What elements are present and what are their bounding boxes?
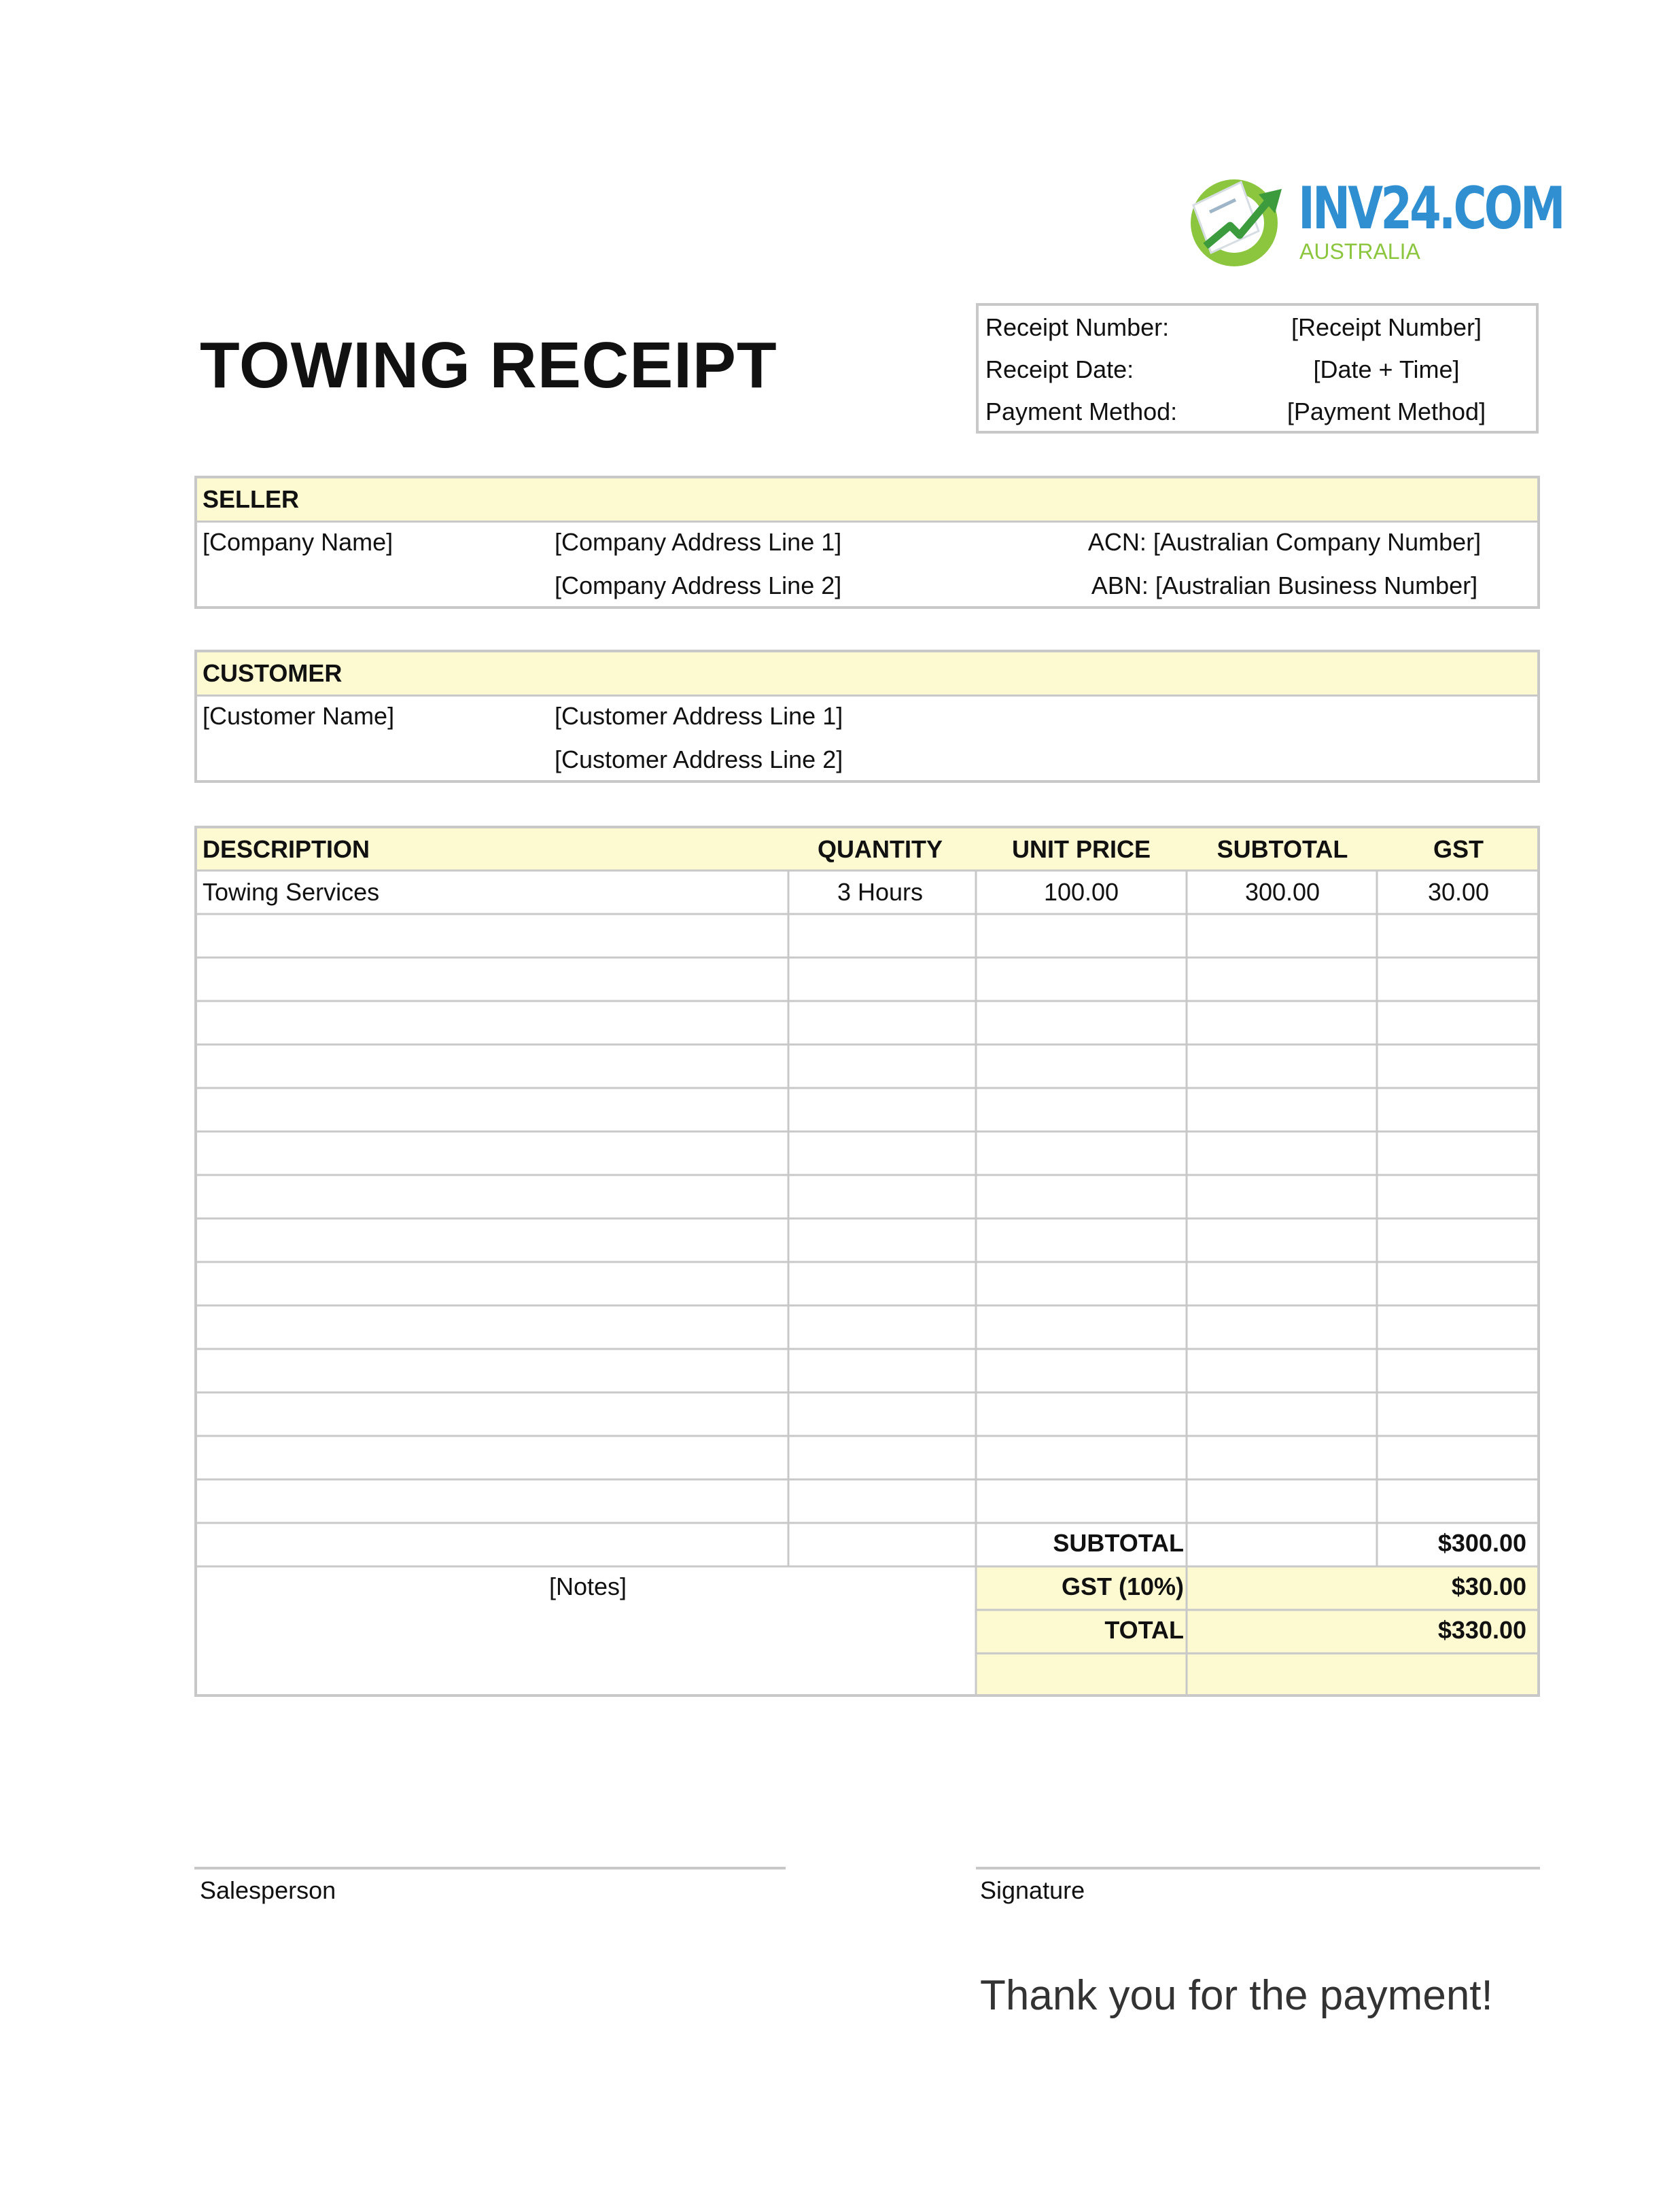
seller-address-line-2: [Company Address Line 2] [555,572,842,599]
gst-label: GST (10%) [1061,1573,1184,1600]
col-header-description: DESCRIPTION [203,835,370,863]
logo-emblem-icon [1183,170,1291,272]
seller-address-line-1: [Company Address Line 1] [555,528,842,556]
customer-address-line-1: [Customer Address Line 1] [555,702,843,730]
customer-section [194,650,1540,783]
signature-label: Signature [980,1876,1085,1904]
payment-method-row [979,390,1536,434]
signature-line [976,1867,1540,1869]
customer-heading: CUSTOMER [197,652,1537,697]
payment-method-value: [Payment Method] [1287,398,1486,425]
col-header-subtotal: SUBTOTAL [1217,835,1348,863]
seller-abn: ABN: [Australian Business Number] [1091,572,1478,599]
receipt-meta-box [976,303,1539,434]
salesperson-line [194,1867,786,1869]
total-value: $330.00 [1437,1616,1526,1644]
thank-you-message: Thank you for the payment! [980,1972,1493,2019]
gst-value: $30.00 [1451,1573,1526,1600]
subtotal-value: $300.00 [1437,1529,1526,1557]
items-table [194,826,1540,1697]
receipt-number-label: Receipt Number: [985,313,1170,341]
payment-method-label: Payment Method: [985,398,1178,425]
seller-heading: SELLER [197,478,1537,523]
seller-section [194,476,1540,609]
row-subtotal: 300.00 [1244,878,1320,906]
subtotal-label: SUBTOTAL [1053,1529,1184,1557]
receipt-number-row [979,306,1536,349]
receipt-date-label: Receipt Date: [985,355,1134,383]
receipt-number-value: [Receipt Number] [1291,313,1482,341]
company-logo [1183,170,1563,272]
row-description: Towing Services [203,878,380,906]
receipt-date-row [979,348,1536,391]
seller-acn: ACN: [Australian Company Number] [1087,528,1482,556]
logo-text: INV24.COM [1298,175,1563,243]
logo-subtitle: AUSTRALIA [1299,239,1420,264]
page-title: TOWING RECEIPT [200,329,777,402]
col-header-gst: GST [1433,835,1484,863]
seller-company-name: [Company Name] [203,528,393,556]
customer-name: [Customer Name] [203,702,395,730]
receipt-date-value: [Date + Time] [1313,355,1460,383]
row-gst: 30.00 [1427,878,1490,906]
total-label: TOTAL [1104,1616,1184,1644]
col-header-quantity: QUANTITY [818,835,943,863]
salesperson-label: Salesperson [200,1876,336,1904]
col-header-unit-price: UNIT PRICE [1011,835,1151,863]
notes-field: [Notes] [548,1573,627,1600]
row-quantity: 3 Hours [837,878,924,906]
row-unit-price: 100.00 [1043,878,1119,906]
customer-address-line-2: [Customer Address Line 2] [555,745,843,773]
